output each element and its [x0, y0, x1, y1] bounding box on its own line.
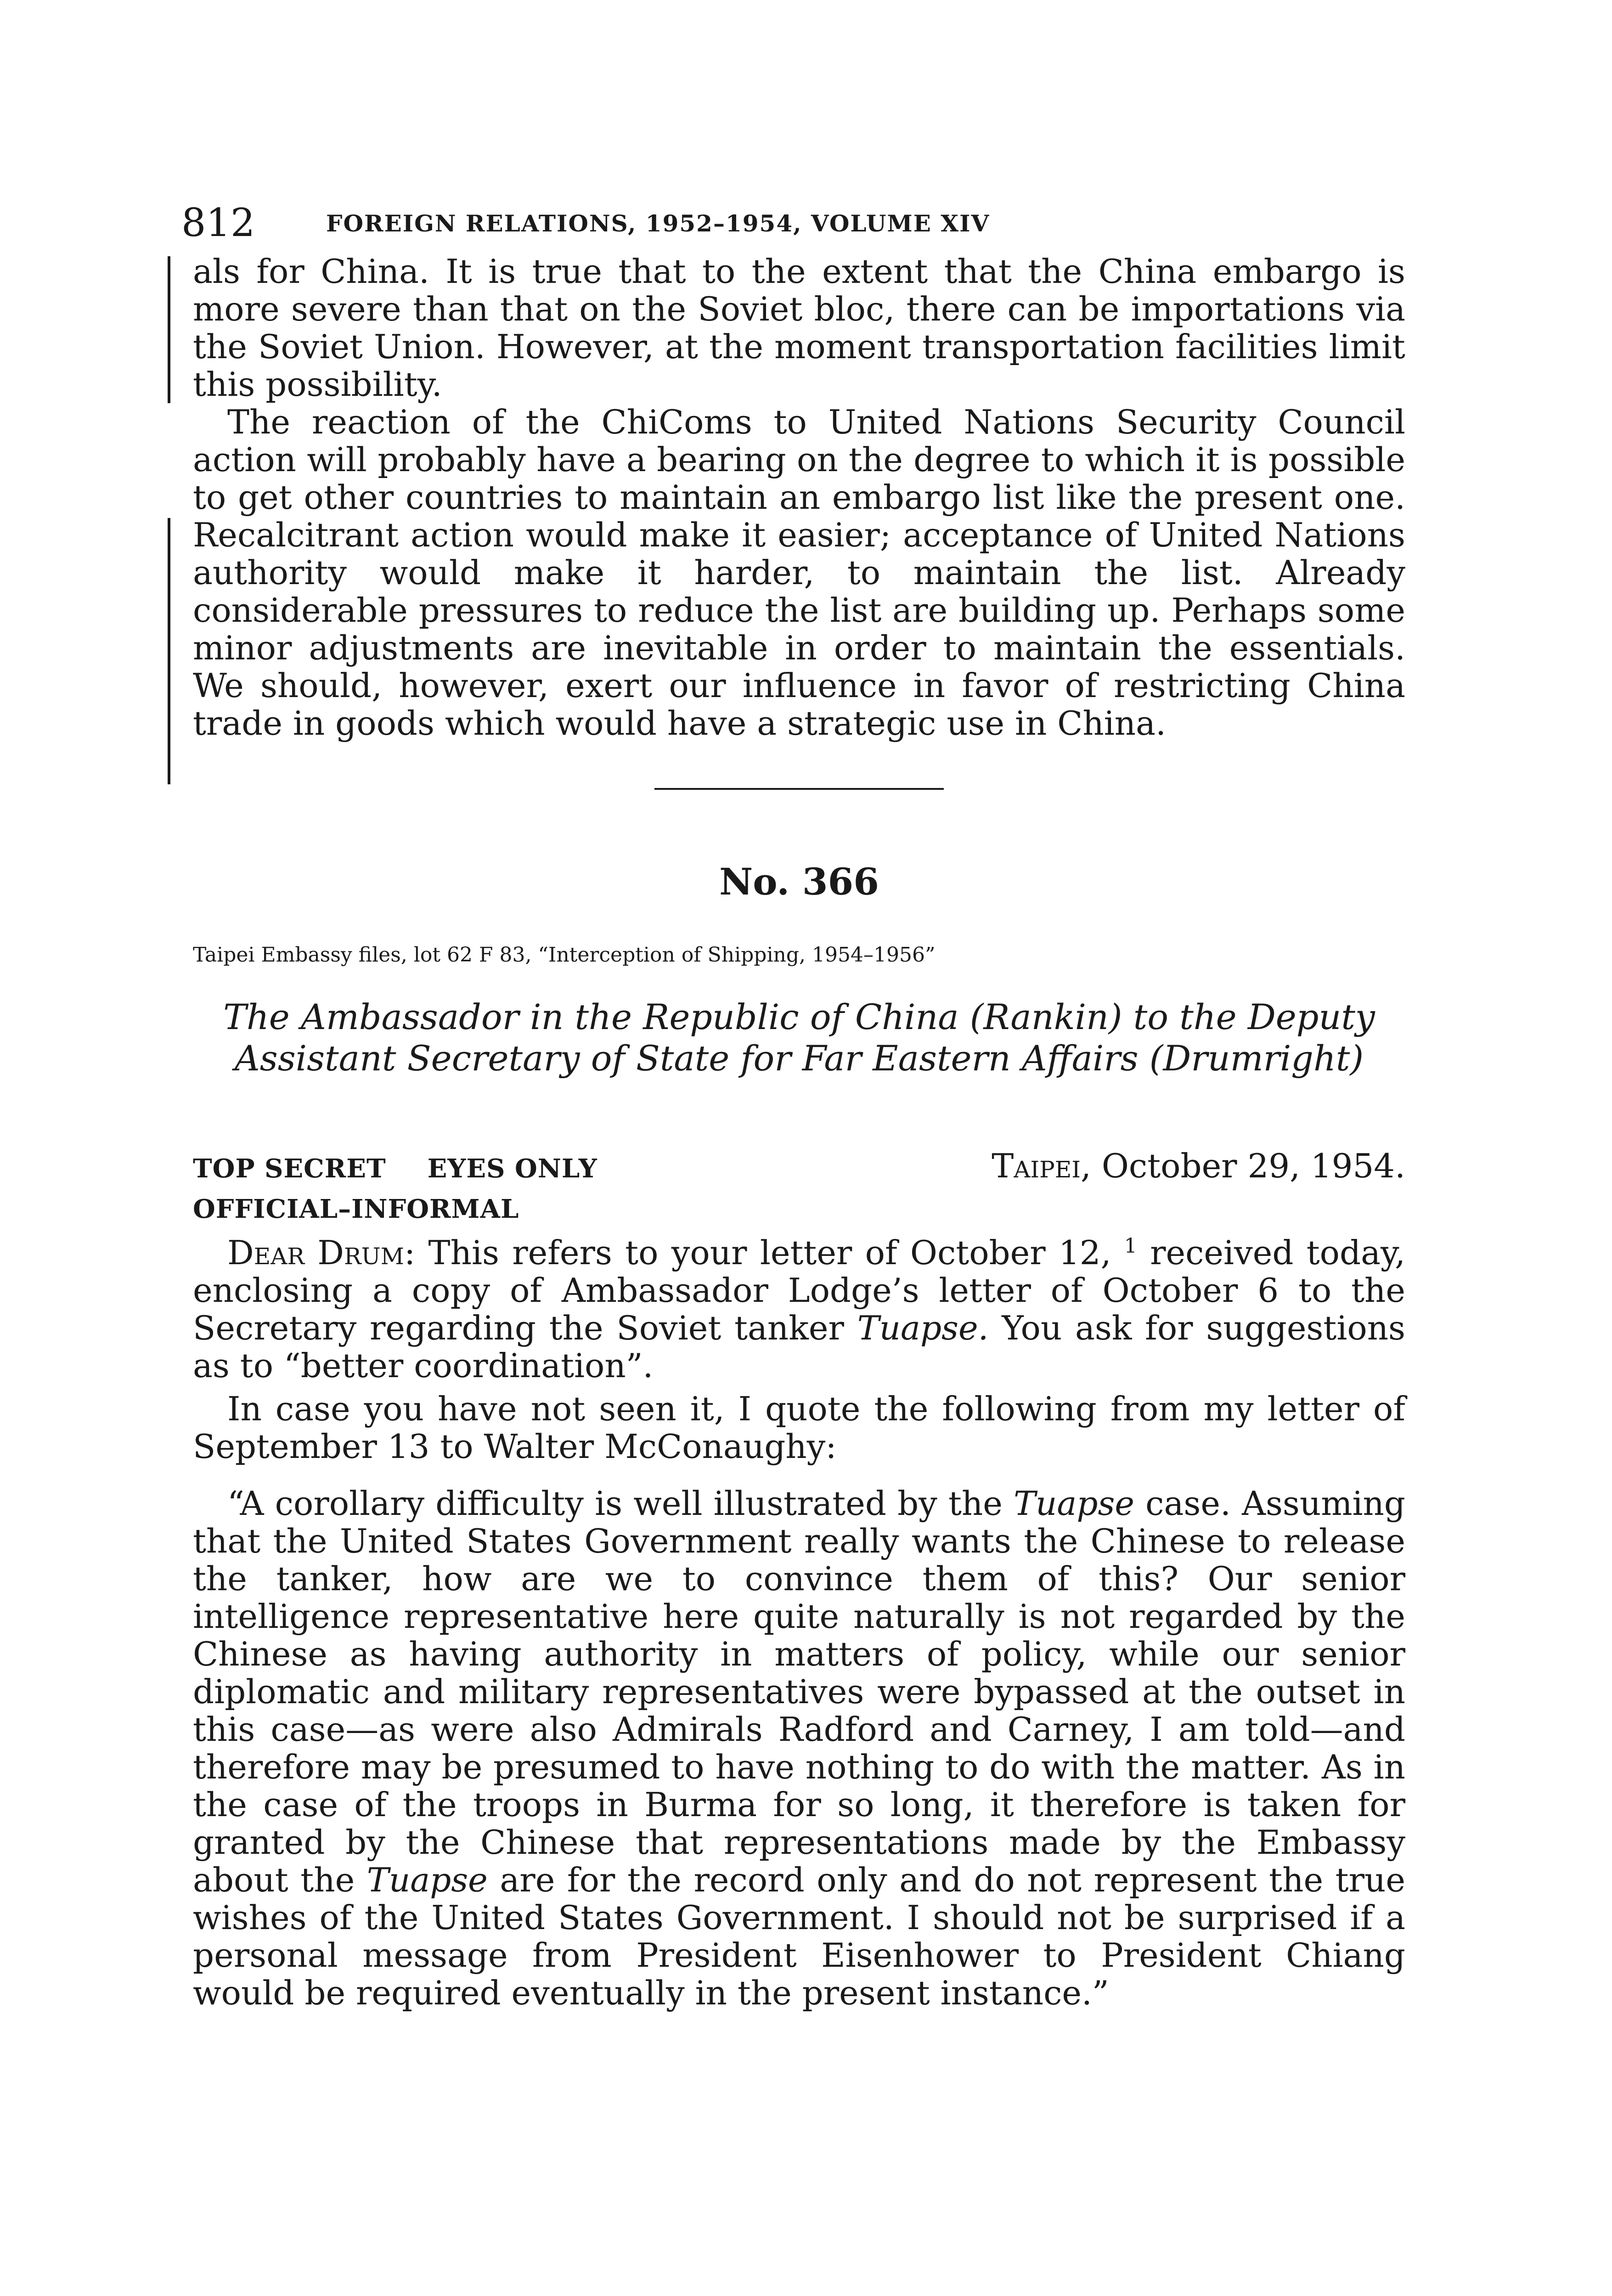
- quote-text: “A corollary difficulty is well illustrated by the: [227, 1484, 1003, 1523]
- continuation-paragraph-1: als for China. It is true that to the extent that the China embargo is more severe than that on the Soviet bloc, there can be importations via the Soviet Union. However, at the moment transportation facilities limit this possibility.: [193, 252, 1405, 404]
- quoted-passage: [193, 1485, 1405, 2012]
- change-bar: [168, 518, 170, 784]
- dateline-place: Taipei,: [992, 1147, 1091, 1185]
- letter-text: You ask for suggestions as to “better coordination”.: [193, 1309, 1406, 1385]
- running-head: [181, 197, 1405, 253]
- ship-name: Tuapse: [1014, 1484, 1134, 1523]
- document-number: No. 366: [719, 860, 879, 903]
- quote-text: are for the record only and do not represent the true wishes of the United States Government. I should not be surprised if a personal message from President Eisenhower to President Chiang would be required eventually in the present instance.”: [193, 1861, 1406, 2012]
- document-page: [181, 197, 1406, 2012]
- continuation-block-2: [193, 403, 1405, 742]
- section-divider: [654, 788, 944, 790]
- classification-eyes-only: EYES ONLY: [427, 1154, 597, 1184]
- change-bar: [168, 256, 170, 403]
- document-title: [193, 996, 1405, 1079]
- dateline-date: October 29, 1954.: [1101, 1147, 1405, 1185]
- salutation: Dear Drum:: [227, 1233, 416, 1272]
- letter-text: This refers to your letter of October 12,: [428, 1233, 1111, 1272]
- ship-name: Tuapse.: [857, 1309, 989, 1347]
- quote-text: case. Assuming that the United States Government really wants the Chinese to release the tanker, how are we to convince them of this? Our senior intelligence representative here quite naturally is not regarded by the Chinese as having authority in matters of policy, while our senior diplomatic and military representatives were bypassed at the outset in this case—as were also Admirals Radford and Carney, I am told—and therefore may be presumed to have nothing to do with the matter. As in the case of the troops in Burma for so long, it therefore is taken for granted by the Chinese that representations made by the Embassy about the: [193, 1484, 1405, 1899]
- letter-paragraph-2: In case you have not seen it, I quote the following from my letter of September 13 to Walter McConaughy:: [193, 1390, 1405, 1466]
- letter-text: received today, enclosing a copy of Ambassador Lodge’s letter of October 6 to the Secretary regarding the Soviet tanker: [193, 1233, 1406, 1347]
- classification-official-informal: OFFICIAL–INFORMAL: [193, 1194, 519, 1224]
- footnote-reference: 1: [1124, 1234, 1137, 1258]
- classification-top-secret: TOP SECRET: [193, 1154, 386, 1184]
- ship-name: Tuapse: [366, 1861, 488, 1899]
- letter-header: [193, 1146, 1405, 1228]
- classification-markings: [193, 1148, 597, 1229]
- running-title: FOREIGN RELATIONS, 1952–1954, VOLUME XIV: [326, 210, 990, 237]
- letter-paragraph-1: [193, 1234, 1405, 1384]
- page-number: 812: [181, 200, 255, 245]
- source-note: Taipei Embassy files, lot 62 F 83, “Interception of Shipping, 1954–1956”: [193, 943, 936, 967]
- continuation-paragraph-2: The reaction of the ChiComs to United Nations Security Council action will probably have a bearing on the degree to which it is possible to get other countries to maintain an embargo list like the present one. Recalcitrant action would make it easier; acceptance of United Nations authority would make it harder, to maintain the list. Already considerable pressures to reduce the list are building up. Perhaps some minor adjustments are inevitable in order to maintain the essentials. We should, however, exert our influence in favor of restricting China trade in goods which would have a strategic use in China.: [193, 403, 1405, 743]
- document-title-line: The Ambassador in the Republic of China (Rankin) to the Deputy: [223, 996, 1375, 1037]
- dateline: [992, 1146, 1405, 1186]
- continuation-block-1: [193, 253, 1405, 403]
- document-title-line: Assistant Secretary of State for Far Eastern Affairs (Drumright): [234, 1038, 1364, 1079]
